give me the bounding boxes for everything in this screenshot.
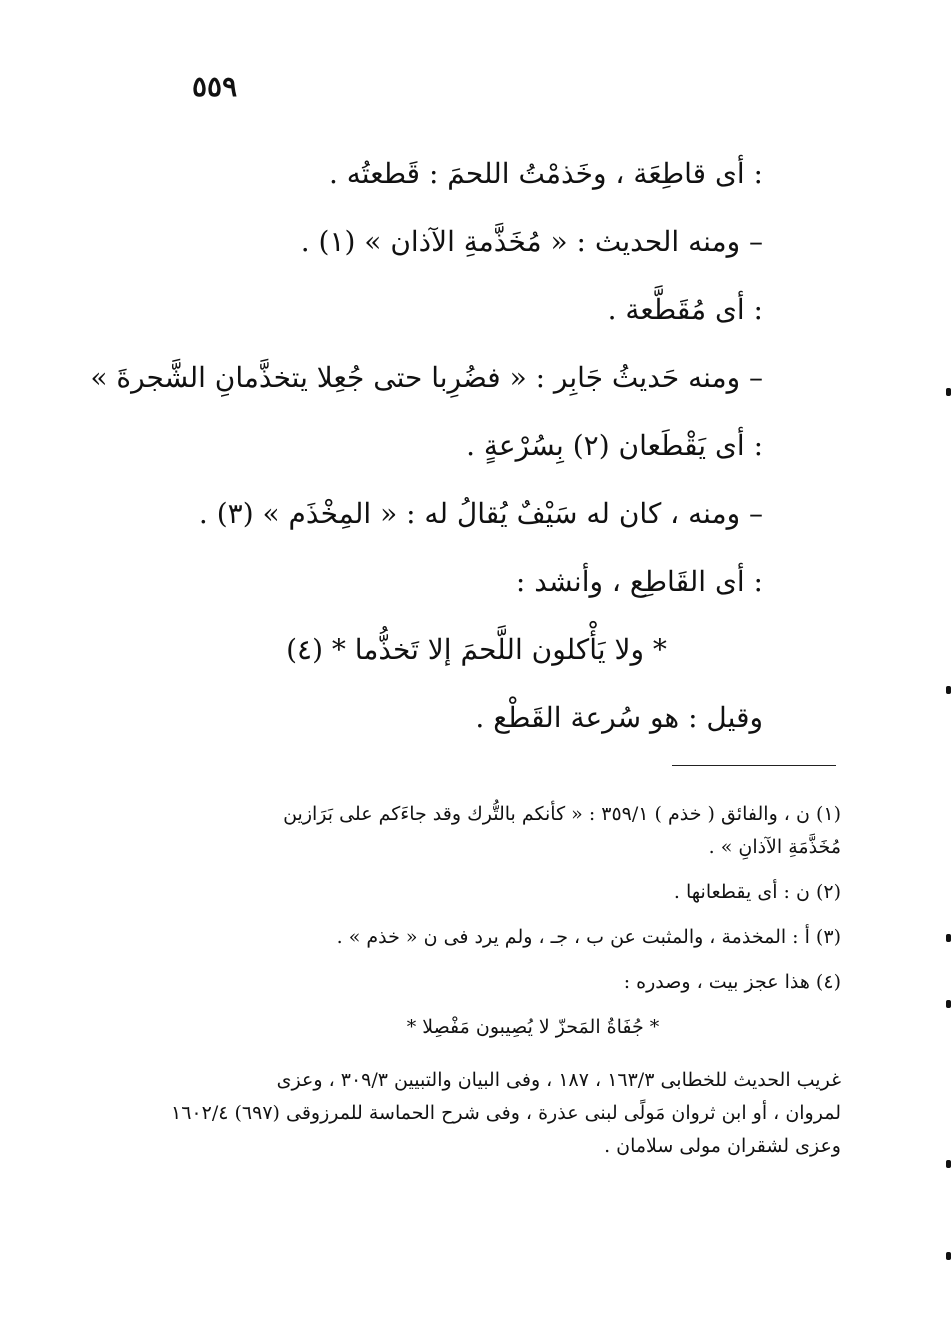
main-line-9: وقيل : هو سُرعة القَطْع . xyxy=(475,701,763,734)
main-line-7: : أى القَاطِع ، وأنشد : xyxy=(515,565,763,598)
main-line-6: – ومنه ، كان له سَيْفٌ يُقالُ له : « المِخْذَم » (٣) . xyxy=(198,497,763,530)
main-line-3: : أى مُقَطَّعة . xyxy=(607,293,763,326)
main-line-2: – ومنه الحديث : « مُخَذَّمةِ الآذان » (١) . xyxy=(300,225,763,258)
footnote-4-para-line-1: غريب الحديث للخطابى ١٦٣/٣ ، ١٨٧ ، وفى البيان والتبيين ٣٠٩/٣ ، وعزى xyxy=(276,1069,841,1091)
scan-edge-mark xyxy=(946,388,951,396)
footnote-4-para-line-2: لمروان ، أو ابن ثروان مَولًى لبنى عذرة ، وفى شرح الحماسة للمرزوقى (٦٩٧) ١٦٠٢/٤ xyxy=(171,1102,841,1124)
footnote-2: (٢) ن : أى يقطعانها . xyxy=(673,881,841,903)
main-line-5: : أى يَقْطَعان (٢) بِسُرْعةٍ . xyxy=(466,429,763,462)
footnote-4: (٤) هذا عجز بيت ، وصدره : xyxy=(623,971,841,993)
footnote-4-para-line-3: وعزى لشقران مولى سلامان . xyxy=(604,1135,841,1157)
footnote-1-line-2: مُخَذَّمَةِ الآذانِ » . xyxy=(708,836,841,858)
footnote-3: (٣) أ : المخذمة ، والمثبت عن ب ، جـ ، ولم يرد فى ن « خذم » . xyxy=(336,926,841,948)
footnote-1-line-1: (١) ن ، والفائق ( خذم ) ٣٥٩/١ : « كأنكم بالتُّرك وقد جاءَكم على بَرَازين xyxy=(283,803,841,825)
main-line-4: – ومنه حَديثُ جَابِر : « فضُرِبا حتى جُعِلا يتخذَّمانِ الشَّجرةَ » xyxy=(90,361,763,394)
main-verse-line: * ولا يَأْكلون اللَّحمَ إلا تَخذُّما * (٤) xyxy=(286,633,667,666)
scan-edge-mark xyxy=(946,1160,951,1168)
footnote-divider xyxy=(672,765,836,766)
scan-edge-mark xyxy=(946,1252,951,1260)
main-text-block xyxy=(90,140,763,752)
scan-edge-mark xyxy=(946,934,951,942)
footnotes-block xyxy=(165,798,841,1163)
page-number: ٥٥٩ xyxy=(192,70,238,103)
main-line-1: : أى قاطِعَة ، وخَذمْتُ اللحمَ : قَطعتُه . xyxy=(328,157,763,190)
scan-edge-mark xyxy=(946,1000,951,1008)
footnote-4-verse: * جُفَاةُ المَحزّ لا يُصِيبون مَفْصِلا * xyxy=(406,1016,660,1038)
scan-edge-mark xyxy=(946,686,951,694)
